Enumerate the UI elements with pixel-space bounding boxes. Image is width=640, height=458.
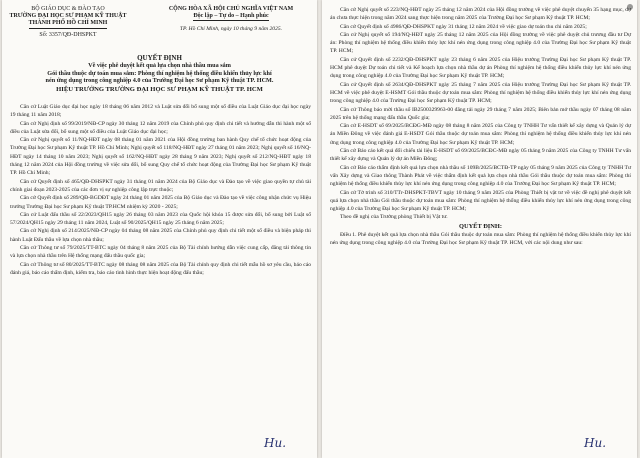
legal-basis-paragraph: Căn cứ Nghị định số 99/2019/NĐ-CP ngày 30 tháng 12 năm 2019 của Chính phủ quy định chi tiết và hướng dẫn thi hành một số điều của Luật sửa đổi, bổ sung một số điều của Luật Giáo dục đại học; — [10, 120, 311, 135]
legal-basis-paragraph: Theo đề nghị của Trưởng phòng Thiết bị Vật tư. — [340, 214, 448, 221]
document-number: Số: 3357/QĐ-DHSPKT — [39, 31, 97, 38]
legal-basis-paragraph: Căn cứ Thông tư số 80/2025/TT-BTC ngày 08 tháng 08 năm 2025 của Bộ Tài chính quy định chi tiết mẫu hồ sơ yêu cầu, báo cáo đánh giá, báo cáo thẩm định, kiểm tra, báo cáo tình hình thực hiện hoạt động đấu thầu; — [10, 261, 311, 276]
decision-subject-line2: Gói thầu thuộc dự toán mua sắm: Phòng thí nghiệm hệ thống điều khiển thủy lực khí — [47, 69, 272, 77]
legal-basis-paragraph: Căn cứ Báo cáo thẩm định kết quả lựa chọn nhà thầu số 109B/2025/BCTĐ-TP ngày 05 tháng 9 năm 2025 của Công ty TNHH Tư vấn Xây dựng và Giao thông Thành Phát về việc thẩm định kết quả lựa chọn nhà thầu Gói thầu thuộc dự toán mua sắm: Phòng thí nghiệm hệ thống điều khiển thủy lực khí nén ứng dụng trong công nghiệp 4.0 của Trường Đại học Sư phạm Kỹ thuật TP. HCM; — [330, 164, 631, 188]
issuer-block — [8, 6, 128, 39]
issuing-authority: HIỆU TRƯỞNG TRƯỜNG ĐẠI HỌC SƯ PHẠM KỸ THUẬT TP. HCM — [56, 86, 263, 94]
legal-basis-paragraph: Căn cứ Nghị quyết số 194/NQ-HĐT ngày 25 tháng 12 năm 2025 của Hội đồng trường về việc phê duyệt chủ trương đầu tư Dự án: Phòng thí nghiệm hệ thống điều khiển thủy lực khí nén ứng dụng trong công nghiệp 4.0 của Trường Đại học Sư phạm Kỹ thuật TP. HCM; — [330, 31, 631, 55]
legal-basis-paragraph: Căn cứ Quyết định số 465/QĐ-DHSPKT ngày 31 tháng 01 năm 2024 của Bộ Giáo dục và Đào tạo về việc giao quyền tự chủ tài chính giai đoạn 2023-2025 của các đơn vị sự nghiệp công lập trực thuộc; — [10, 178, 311, 193]
ministry-name: BỘ GIÁO DỤC & ĐÀO TẠO — [31, 6, 105, 12]
legal-basis-paragraph: Căn cứ Quyết định số 4986/QĐ-DHSPKT ngày 31 tháng 12 năm 2024 về việc giao dự toán thu chi năm 2025; — [340, 23, 587, 30]
legal-basis-paragraph: Căn cứ Báo cáo kết quả đối chiếu tài liệu E-HSDT số 69/2025/BCĐC-MĐ ngày 05 tháng 9 năm 2025 của Công ty TNHH Tư vấn thiết kế xây dựng và Quản lý dự án Miền Đông; — [330, 148, 631, 163]
university-name-line2: THÀNH PHỐ HỒ CHÍ MINH — [8, 20, 128, 28]
legal-basis-paragraph: Căn cứ Quyết định số 289/QĐ-BGDĐT ngày 24 tháng 01 năm 2025 của Bộ Giáo dục và Đào tạo về việc công nhận chức vụ Hiệu trưởng Trường Đại học Sư phạm Kỹ thuật TP.HCM nhiệm kỳ 2020 - 2025; — [10, 195, 311, 210]
legal-basis-left — [10, 103, 311, 277]
legal-basis-paragraph: Căn cứ Quyết định số 2634/QĐ-DHSPKT ngày 25 tháng 7 năm 2025 của Hiệu trưởng Trường Đại học Sư phạm Kỹ thuật TP. HCM về việc phê duyệt E-HSMT Gói thầu thuộc dự toán mua sắm: Phòng thí nghiệm hệ thống điều khiển thủy lực khí nén ứng dụng trong công nghiệp 4.0 của Trường Đại học Sư phạm Kỹ thuật TP. HCM; — [330, 81, 631, 105]
decision-subject-line1: Về việc phê duyệt kết quả lựa chọn nhà thầu mua sắm — [88, 62, 231, 70]
legal-basis-paragraph: Căn cứ E-HSDT số 69/2025/BCĐG-MĐ ngày 08 tháng 8 năm 2025 của Công ty TNHH Tư vấn thiết kế xây dựng và Quản lý dự án Miền Đông về việc đánh giá E-HSDT Gói thầu thuộc dự toán mua sắm: Phòng thí nghiệm hệ thống điều khiển thủy lực khí nén ứng dụng trong công nghiệp 4.0 của Trường Đại học Sư phạm Kỹ thuật TP. HCM; — [330, 123, 631, 146]
decision-heading: QUYẾT ĐỊNH: — [458, 222, 503, 230]
issue-date: TP. Hồ Chí Minh, ngày 10 tháng 9 năm 2025. — [179, 26, 283, 33]
legal-basis-paragraph: Căn cứ Tờ trình số 310/TTr-DHSPKT-TBVT ngày 10 tháng 9 năm 2025 của Phòng Thiết bị vật tư về việc đề nghị phê duyệt kết quả lựa chọn nhà thầu Gói thầu thuộc dự toán mua sắm: Phòng thí nghiệm hệ thống điều khiển thủy lực khí nén ứng dụng trong công nghiệp 4.0 của Trường Đại học Sư phạm Kỹ thuật TP. HCM; — [330, 189, 631, 213]
decision-subject-line3: nén ứng dụng trong công nghiệp 4.0 của Trường Đại học Sư phạm Kỹ thuật TP. HCM. — [45, 76, 274, 84]
national-motto: Độc lập – Tự do – Hạnh phúc — [151, 13, 311, 21]
legal-basis-paragraph: Căn cứ Thông tư số 79/2025/TT-BTC ngày 04 tháng 8 năm 2025 của Bộ Tài chính hướng dẫn việc cung cấp, đăng tải thông tin và lựa chọn nhà thầu trên Hệ thống mạng đấu thầu quốc gia; — [10, 245, 311, 260]
legal-basis-paragraph: Căn cứ Quyết định số 2232/QĐ-DHSPKT ngày 23 tháng 6 năm 2025 của Hiệu trưởng Trường Đại học Sư phạm Kỹ thuật TP. HCM phê duyệt Dự toán chi tiết và Kế hoạch lựa chọn nhà thầu dự án Phòng thí nghiệm hệ thống điều khiển thủy lực khí nén ứng dụng trong công nghiệp 4.0 của Trường Đại học Sư phạm Kỹ thuật TP. HCM; — [330, 56, 631, 80]
legal-basis-paragraph: Căn cứ Nghị quyết số 11/NQ-HĐT ngày 08 tháng 01 năm 2021 của Hội đồng trường ban hành Quy chế tổ chức hoạt động của Trường Đại học Sư phạm Kỹ thuật TP. Hồ Chí Minh; Nghị quyết số 118/NQ-HĐT ngày 27 tháng 01 năm 2023; Nghị quyết số 16/NQ-HĐT ngày 14 tháng 10 năm 2023; Nghị quyết số 162/NQ-HĐT ngày 28 tháng 9 năm 2023; Nghị quyết số 212/NQ-HĐT ngày 18 tháng 12 năm 2024 của Hội đồng trường về việc sửa đổi, bổ sung Quy chế tổ chức hoạt động của Trường Đại học Sư phạm Kỹ thuật TP. Hồ Chí Minh; — [10, 137, 311, 177]
national-heading-block — [151, 6, 311, 34]
legal-basis-paragraph: Căn cứ Nghị quyết số 223/NQ-HĐT ngày 25 tháng 12 năm 2024 của Hội đồng trường về việc phê duyệt chuyển 35 hạng mục, dự án chưa thực hiện trong năm 2024 sang thực hiện trong năm 2025 của Trường Đại học Sư phạm Kỹ thuật TP. HCM; — [330, 7, 631, 22]
legal-basis-right — [330, 6, 631, 247]
page-2-initials: Hu. — [584, 436, 607, 450]
legal-basis-paragraph: Căn cứ Luật Giáo dục đại học ngày 18 tháng 06 năm 2012 và Luật sửa đổi bổ sung một số điều của Luật Giáo dục đại học ngày 19 tháng 11 năm 2018; — [10, 104, 311, 119]
article-1: Điều 1. Phê duyệt kết quả lựa chọn nhà thầu Gói thầu thuộc dự toán mua sắm: Phòng thí nghiệm hệ thống điều khiển thủy lực khí nén ứng dụng trong công nghiệp 4.0 của Trường Đại học Sư phạm Kỹ thuật TP. HCM, với các nội dung như sau: — [330, 231, 631, 247]
country-name: CỘNG HÒA XÃ HỘI CHỦ NGHĨA VIỆT NAM — [168, 6, 294, 12]
legal-basis-paragraph: Căn cứ Nghị định số 214/2025/NĐ-CP ngày 04 tháng 08 năm 2025 của Chính phủ quy định chi tiết một số điều và biện pháp thi hành Luật Đấu thầu về lựa chọn nhà thầu; — [10, 228, 311, 243]
page-1-initials: Hu. — [264, 436, 287, 450]
university-name-line1: TRƯỜNG ĐẠI HỌC SƯ PHẠM KỸ THUẬT — [9, 13, 127, 20]
decision-title: QUYẾT ĐỊNH — [137, 54, 182, 62]
document-page-2 — [322, 0, 637, 458]
legal-basis-paragraph: Căn cứ Thông báo mời thầu số IB2500329963-00 đăng tải ngày 29 tháng 7 năm 2025; Biên bản mở thầu ngày 07 tháng 08 năm 2025 trên hệ thống mạng đấu thầu Quốc gia; — [330, 106, 631, 121]
document-header — [8, 6, 311, 52]
legal-basis-paragraph: Căn cứ Luật đấu thầu số 22/2023/QH15 ngày 26 tháng 03 năm 2023 của Quốc hội khóa 15 được sửa đổi, bổ sung bởi Luật số 57/2024/QH15 ngày 29 tháng 11 năm 2024, Luật số 90/2025/QH15 ngày 25 tháng 6 năm 2025; — [10, 211, 311, 227]
decision-title-block — [8, 55, 311, 93]
document-page-1 — [2, 0, 317, 458]
